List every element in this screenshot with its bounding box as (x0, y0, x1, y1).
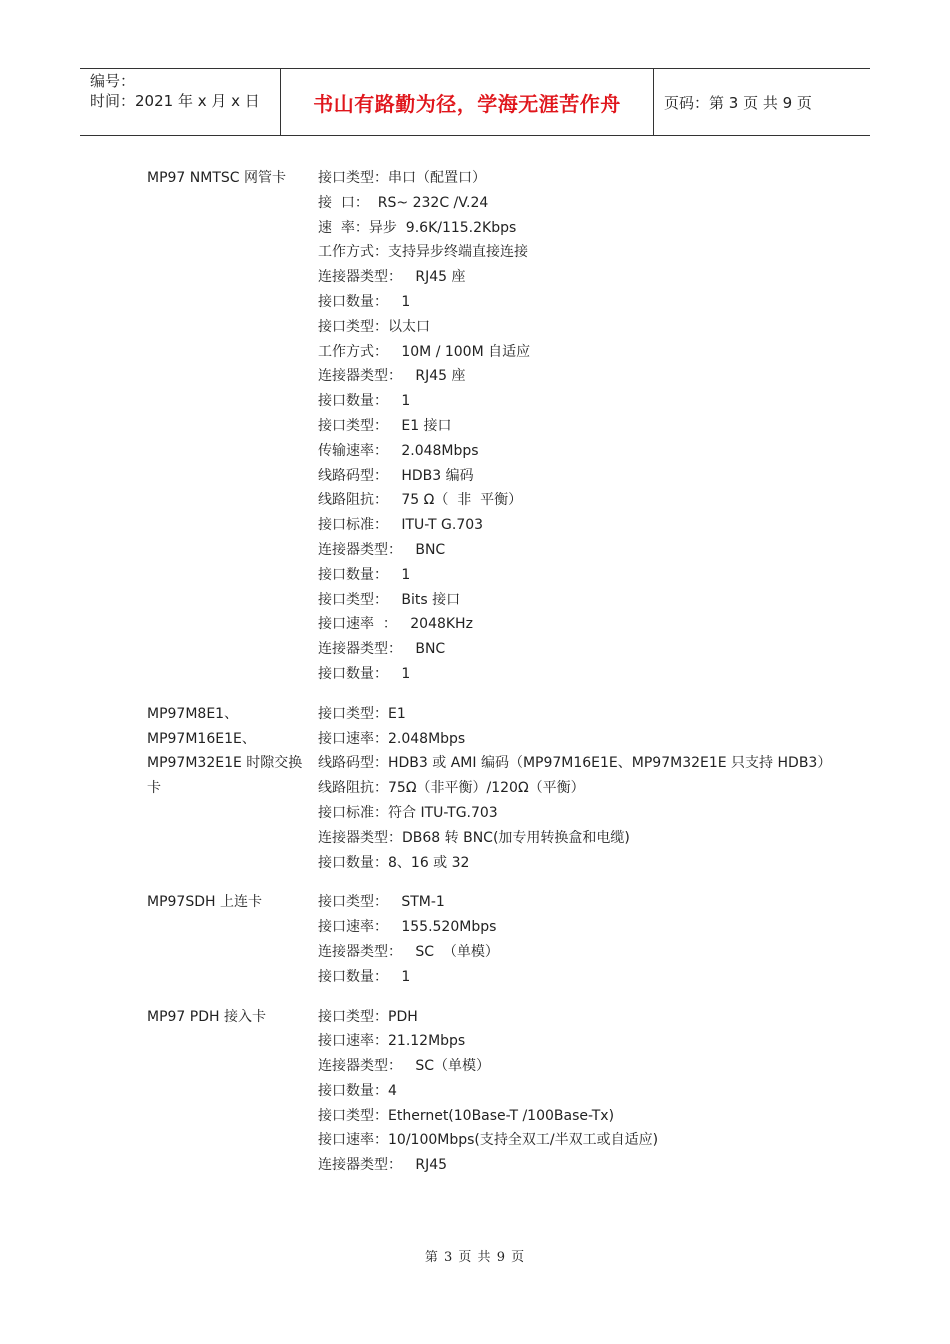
spec-line: 工作方式：支持异步终端直接连接 (318, 244, 528, 261)
spec-line: 接口速率： 155.520Mbps (318, 919, 497, 936)
section-nmtsc-card (147, 166, 827, 687)
spec-line: 接口速率：10/100Mbps(支持全双工/半双工或自适应) (318, 1132, 659, 1149)
spec-line: 连接器类型： BNC (318, 641, 446, 658)
spec-list (318, 890, 827, 989)
spec-line: 接口数量：4 (318, 1082, 397, 1099)
spec-line: 工作方式： 10M / 100M 自适应 (318, 343, 531, 360)
section-title: MP97SDH 上连卡 (147, 894, 262, 911)
spec-line: 接口类型： Bits 接口 (318, 591, 461, 608)
page-footer: 第 3 页 共 9 页 (424, 1250, 526, 1265)
spec-content (147, 166, 832, 1193)
spec-line: 接口数量： 1 (318, 293, 411, 310)
spec-line: 接口类型：以太口 (318, 318, 430, 335)
document-number-label: 编号： (90, 72, 136, 90)
spec-list (318, 1005, 827, 1179)
spec-line: 线路码型： HDB3 编码 (318, 467, 474, 484)
spec-line: 接口数量： 1 (318, 393, 411, 410)
section-title: MP97 NMTSC 网管卡 (147, 170, 287, 186)
spec-line: 连接器类型： RJ45 座 (318, 269, 466, 286)
spec-line: 接口数量： 1 (318, 566, 411, 583)
spec-line: 连接器类型： RJ45 (318, 1157, 448, 1174)
spec-line: 接口类型：E1 (318, 705, 406, 722)
spec-line: 连接器类型： BNC (318, 541, 446, 558)
header-motto: 书山有路勤为径，学海无涯苦作舟 (281, 69, 654, 135)
spec-line: 接口数量：8、16 或 32 (318, 854, 470, 871)
spec-line: 接口标准：符合 ITU-TG.703 (318, 804, 498, 821)
section-sdh-card (147, 890, 827, 989)
spec-line: 连接器类型： RJ45 座 (318, 368, 466, 385)
spec-line: 线路阻抗： 75 Ω（ 非 平衡） (318, 492, 523, 509)
section-title: MP97 PDH 接入卡 (147, 1008, 266, 1025)
spec-line: 接口类型： E1 接口 (318, 417, 452, 434)
document-date: 时间：2021 年 x 月 x 日 (90, 92, 260, 110)
section-pdh-card (147, 1005, 827, 1179)
spec-line: 传输速率： 2.048Mbps (318, 442, 479, 459)
spec-line: 连接器类型： SC （单模） (318, 943, 499, 960)
section-title: MP97M8E1、MP97M16E1E、MP97M32E1E 时隙交换卡 (147, 705, 303, 797)
spec-line: 接口标准： ITU-T G.703 (318, 517, 484, 534)
spec-line: 接口速率：21.12Mbps (318, 1033, 466, 1050)
spec-line: 接口数量： 1 (318, 665, 411, 682)
header-meta (80, 69, 281, 135)
section-timeslot-card (147, 702, 832, 876)
spec-line: 接口类型：串口（配置口） (318, 170, 486, 186)
page-header (80, 68, 870, 136)
spec-line: 线路阻抗：75Ω（非平衡）/120Ω（平衡） (318, 780, 585, 797)
spec-list (318, 166, 827, 687)
spec-line: 线路码型：HDB3 或 AMI 编码（MP97M16E1E、MP97M32E1E 只支持 HDB3） (318, 755, 832, 772)
spec-line: 接口数量： 1 (318, 968, 411, 985)
spec-line: 接口类型：Ethernet(10Base-T /100Base-Tx) (318, 1107, 615, 1124)
spec-line: 接口速率：2.048Mbps (318, 730, 466, 747)
spec-line: 连接器类型： SC（单模） (318, 1058, 491, 1075)
header-page-info: 页码：第 3 页 共 9 页 (664, 93, 812, 112)
spec-line: 接 口： RS~ 232C /V.24 (318, 194, 489, 211)
spec-line: 速 率：异步 9.6K/115.2Kbps (318, 219, 517, 236)
spec-list (318, 702, 832, 876)
spec-line: 接口类型：PDH (318, 1008, 418, 1025)
spec-line: 接口类型： STM-1 (318, 894, 445, 911)
spec-line: 接口速率 ： 2048KHz (318, 616, 473, 633)
spec-line: 连接器类型：DB68 转 BNC(加专用转换盒和电缆) (318, 829, 630, 846)
